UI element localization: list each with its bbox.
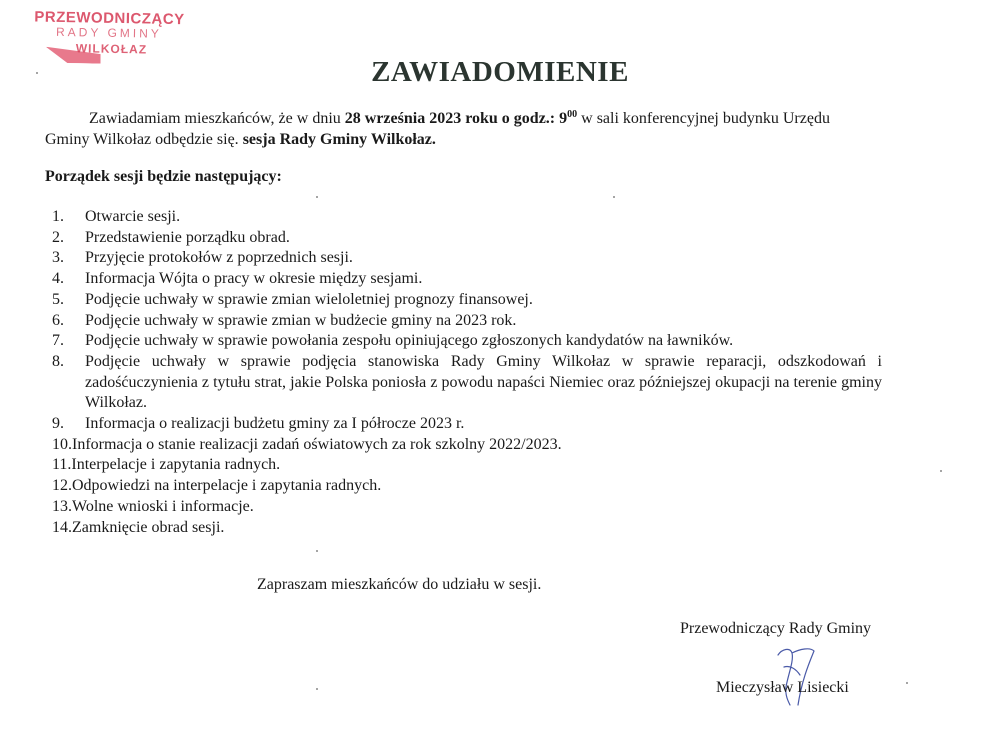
agenda-item [52,311,882,332]
agenda-item-text: Przedstawienie porządku obrad. [85,228,290,246]
agenda-item-number: 14. [52,518,72,536]
intro-date: 28 września 2023 roku o godz.: [344,110,556,127]
agenda-list [52,207,882,538]
agenda-item [52,476,882,497]
scan-speck [316,196,318,198]
document-title: ZAWIADOMIENIE [371,56,629,88]
intro-text-1: Zawiadamiam mieszkańców, że w dniu [89,110,345,127]
agenda-item-number: 3. [52,249,64,267]
intro-indent [45,110,89,127]
agenda-item-text: Podjęcie uchwały w sprawie zmian w budżecie gminy na 2023 rok. [85,311,517,329]
agenda-item [52,435,882,456]
agenda-item-number: 6. [52,311,64,329]
intro-minutes: 00 [567,109,578,120]
invitation-text: Zapraszam mieszkańców do udziału w sesji. [257,576,542,593]
agenda-item-number: 11. [52,456,72,474]
agenda-item-text: Podjęcie uchwały w sprawie powołania zespołu opiniującego zgłoszonych kandydatów na ławników. [85,332,734,350]
agenda-item-number: 10. [52,435,72,453]
agenda-item-text: Otwarcie sesji. [85,208,181,225]
agenda-item [52,331,882,352]
agenda-item-number: 12. [52,477,72,495]
intro-session: sesja Rady Gminy Wilkołaz. [242,131,436,148]
scan-speck [940,470,942,472]
agenda-item-text: Informacja o realizacji budżetu gminy za I półrocze 2023 r. [85,415,465,433]
agenda-item-text: Zamknięcie obrad sesji. [72,518,225,536]
agenda-item-number: 13. [52,497,72,515]
agenda-item [52,455,882,476]
scan-speck [316,688,318,690]
agenda-item [52,290,882,311]
agenda-item [52,518,882,539]
agenda-item-text: Podjęcie uchwały w sprawie podjęcia stanowiska Rady Gminy Wilkołaz w sprawie reparacji, odszkodowań i zadośćuczynienia z tytułu strat, jakie Polska poniosła z powodu napaści Niemiec oraz późniejszej okupacji na terenie gminy Wilkołaz. [85,352,882,412]
agenda-item [52,228,882,249]
agenda-item-number: 1. [52,208,64,225]
agenda-item-number: 4. [52,270,64,288]
agenda-item-text: Odpowiedzi na interpelacje i zapytania radnych. [72,477,382,495]
signatory-name: Mieczysław Lisiecki [716,679,849,696]
agenda-item [52,269,882,290]
agenda-heading: Porządek sesji będzie następujący: [45,168,282,185]
signatory-title: Przewodniczący Rady Gminy [680,620,872,637]
scan-speck [316,550,318,552]
agenda-item-number: 9. [52,415,64,433]
agenda-item-text: Interpelacje i zapytania radnych. [71,456,281,474]
agenda-item-text: Przyjęcie protokołów z poprzednich sesji. [85,249,353,267]
agenda-item-number: 2. [52,228,64,246]
stamp-line-1: PRZEWODNICZĄCY [34,8,185,29]
intro-hour: $9^{00}$ [555,109,578,127]
agenda-item-text: Podjęcie uchwały w sprawie zmian wieloletniej prognozy finansowej. [85,290,533,308]
agenda-item-text: Wolne wnioski i informacje. [72,497,254,515]
scan-speck [906,682,908,684]
agenda-item-number: 8. [52,352,64,370]
stamp-line-3: WILKOŁAZ [75,41,148,57]
intro-text-2: w sali konferencyjnej budynku Urzędu Gminy Wilkołaz odbędzie się. [45,110,830,148]
agenda-item [52,248,882,269]
agenda-item [52,352,882,414]
stamp-line-2: RADY GMINY [55,24,162,41]
agenda-item [52,497,882,518]
agenda-item [52,207,882,228]
agenda-item-text: Informacja Wójta o pracy w okresie między sesjami. [85,270,423,288]
scan-speck [613,196,615,198]
handwritten-signature [770,645,820,707]
agenda-item-number: 7. [52,332,64,350]
agenda-item-text: Informacja o stanie realizacji zadań oświatowych za rok szkolny 2022/2023. [72,435,562,453]
agenda-item [52,414,882,435]
intro-paragraph [45,108,865,150]
scan-speck [36,72,38,74]
agenda-item-number: 5. [52,290,64,308]
